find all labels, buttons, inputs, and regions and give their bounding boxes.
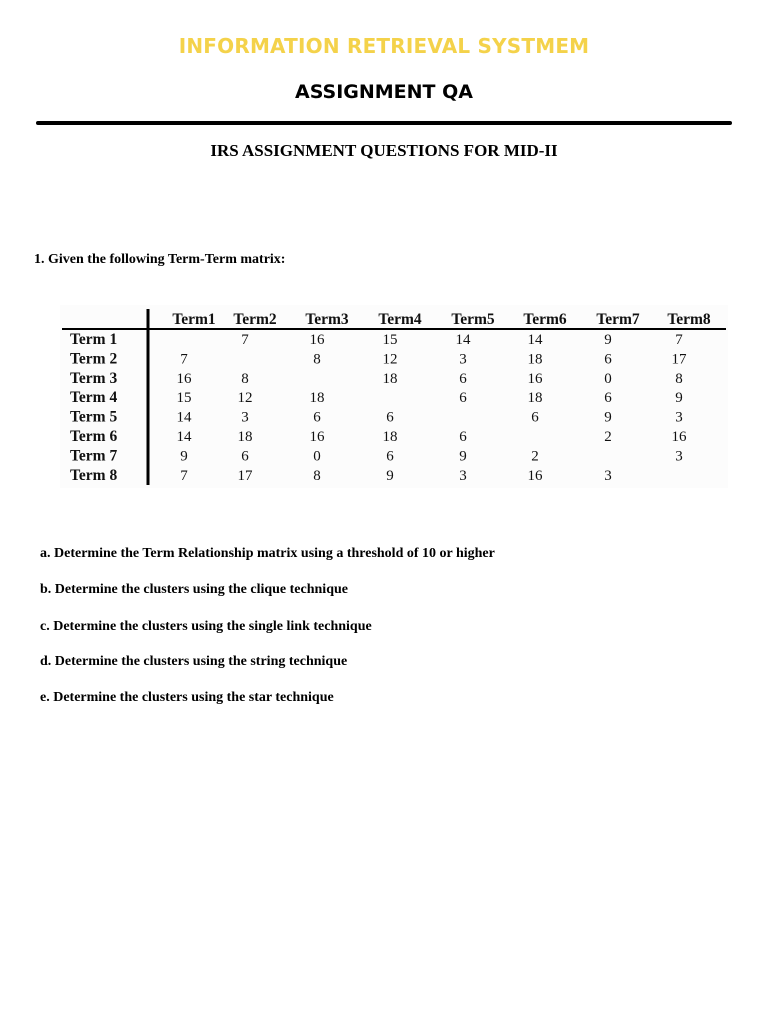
matrix-row-label: Term 7: [70, 447, 118, 465]
matrix-cell: 7: [241, 332, 249, 348]
matrix-cell: 6: [459, 370, 467, 387]
subquestion-a: a. Determine the Term Relationship matrix using a threshold of 10 or higher: [40, 546, 495, 561]
matrix-cell: 16: [309, 332, 325, 348]
matrix-cell: 15: [382, 332, 398, 348]
matrix-cell: 6: [604, 351, 612, 368]
matrix-cell: 9: [604, 409, 612, 426]
matrix-cell: 8: [675, 370, 683, 387]
matrix-cell: 15: [176, 390, 192, 407]
matrix-cell: 6: [459, 390, 467, 407]
matrix-cell: 2: [531, 448, 539, 465]
matrix-cell: 18: [382, 370, 398, 387]
matrix-cell: 3: [675, 448, 683, 465]
matrix-cell: 6: [313, 409, 321, 426]
matrix-cell: 7: [180, 467, 188, 484]
matrix-cell: 6: [386, 448, 394, 465]
matrix-cell: 0: [313, 448, 321, 465]
term-term-matrix-table: [60, 305, 728, 488]
matrix-cell: 14: [527, 332, 543, 348]
matrix-cell: 6: [386, 409, 394, 426]
matrix-cell: 6: [241, 448, 249, 465]
matrix-column-header: Term1: [172, 311, 216, 328]
matrix-cell: 7: [675, 332, 683, 348]
subquestion-e: e. Determine the clusters using the star technique: [40, 690, 334, 705]
matrix-cell: 3: [459, 351, 467, 368]
matrix-cell: 14: [176, 409, 192, 426]
term-term-matrix: [60, 305, 728, 488]
matrix-cell: 16: [527, 370, 543, 387]
matrix-row-label: Term 5: [70, 408, 118, 426]
matrix-cell: 18: [527, 351, 543, 368]
matrix-cell: 9: [180, 448, 188, 465]
matrix-row-label: Term 3: [70, 369, 118, 387]
matrix-cell: 6: [604, 390, 612, 407]
subquestion-d: d. Determine the clusters using the string technique: [40, 654, 348, 669]
matrix-column-header: Term8: [667, 311, 711, 328]
matrix-cell: 6: [531, 409, 539, 426]
matrix-cell: 9: [675, 390, 683, 407]
matrix-column-header: Term4: [378, 311, 422, 328]
matrix-cell: 2: [604, 429, 612, 445]
matrix-cell: 3: [459, 467, 467, 484]
subquestion-b: b. Determine the clusters using the clique technique: [40, 582, 348, 597]
matrix-cell: 14: [176, 429, 192, 445]
matrix-cell: 18: [527, 390, 543, 407]
document-heading: IRS ASSIGNMENT QUESTIONS FOR MID-II: [210, 141, 558, 160]
matrix-cell: 0: [604, 370, 612, 387]
matrix-row-label: Term 1: [70, 331, 118, 348]
matrix-cell: 9: [386, 467, 394, 484]
matrix-row-label: Term 8: [70, 466, 118, 484]
matrix-row-label: Term 6: [70, 428, 118, 445]
matrix-cell: 7: [180, 351, 188, 368]
matrix-cell: 16: [527, 467, 543, 484]
page-subtitle: ASSIGNMENT QA: [294, 81, 473, 103]
matrix-column-header: Term7: [596, 311, 640, 328]
matrix-cell: 18: [237, 429, 253, 445]
matrix-cell: 17: [237, 467, 253, 484]
matrix-row-label: Term 2: [70, 350, 118, 368]
question-1-text: 1. Given the following Term-Term matrix:: [34, 252, 286, 267]
matrix-cell: 17: [671, 351, 687, 368]
matrix-cell: 16: [671, 429, 687, 445]
matrix-cell: 3: [675, 409, 683, 426]
page-header-title: INFORMATION RETRIEVAL SYSTMEM: [178, 34, 590, 58]
matrix-column-header: Term6: [523, 311, 567, 328]
matrix-cell: 18: [382, 429, 398, 445]
matrix-cell: 14: [455, 332, 471, 348]
matrix-cell: 9: [459, 448, 467, 465]
subquestion-c: c. Determine the clusters using the single link technique: [40, 619, 372, 634]
matrix-row-label: Term 4: [70, 389, 118, 407]
matrix-cell: 8: [313, 467, 321, 484]
matrix-column-header: Term5: [451, 311, 495, 328]
matrix-column-header: Term3: [305, 311, 349, 328]
matrix-cell: 12: [382, 351, 398, 368]
matrix-cell: 8: [241, 370, 249, 387]
header-divider: [36, 121, 732, 125]
matrix-cell: 16: [309, 429, 325, 445]
matrix-cell: 6: [459, 429, 467, 445]
matrix-cell: 9: [604, 332, 612, 348]
matrix-cell: 8: [313, 351, 321, 368]
matrix-cell: 16: [176, 370, 192, 387]
matrix-cell: 3: [241, 409, 249, 426]
matrix-cell: 12: [237, 390, 253, 407]
matrix-cell: 3: [604, 467, 612, 484]
matrix-cell: 18: [309, 390, 325, 407]
matrix-column-header: Term2: [233, 311, 277, 328]
